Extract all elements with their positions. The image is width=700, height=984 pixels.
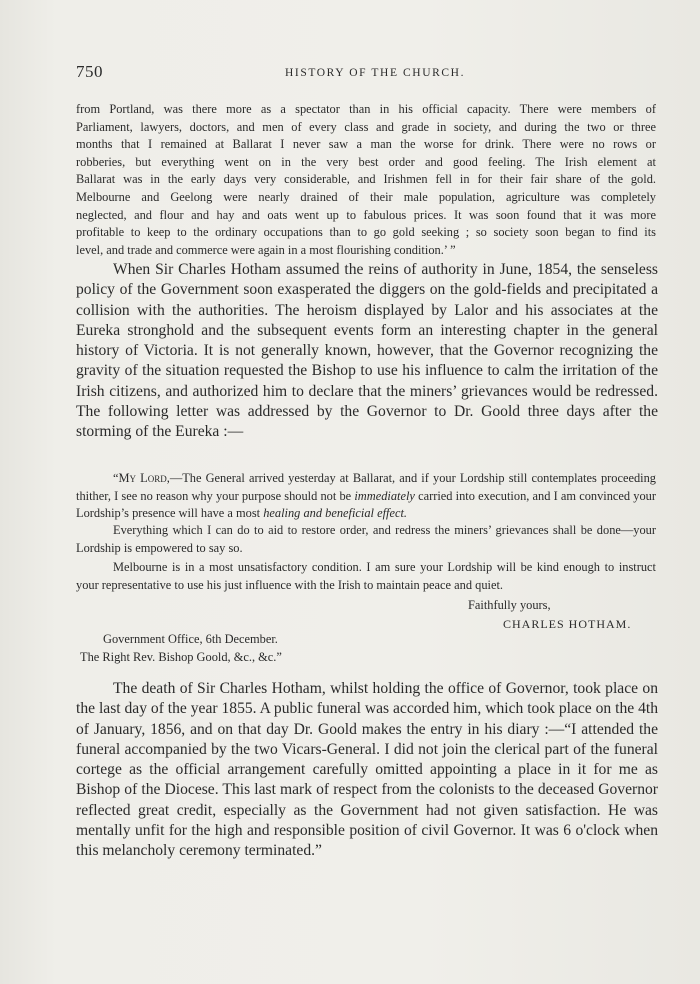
letter-paragraph-3: Melbourne is in a most unsatisfactory condition. I am sure your Lordship will be kind enough to instruct your representative to use his just influence with the Irish to maintain peace and quiet.: [76, 560, 656, 592]
quote-line: level, and trade and commerce were again in a most flourishing condition.’ ”: [76, 242, 456, 257]
salutation-open-quote: “: [113, 471, 119, 485]
quote-line: Melbourne and Geelong were nearly drained of their male population, agriculture was completely: [76, 190, 656, 204]
letter-paragraph-1: [76, 470, 656, 523]
letter-address-office: Government Office, 6th December.: [103, 632, 278, 646]
paragraph-hotham-eureka: When Sir Charles Hotham assumed the reins of authority in June, 1854, the senseless policy of the Government soon exasperated the diggers on the gold-fields and precipitated a collision with the authorities. The heroism displayed by Lalor and his associates at the Eureka stronghold and the subsequent events form an interesting chapter in the general history of Victoria. It is not generally known, however, that the Governor recognizing the gravity of the situation requested the Bishop to use his influence to calm the irritation of the Irish citizens, and authorized him to declare that the miners’ grievances would be redressed. The following letter was addressed by the Governor to Dr. Goold three days after the storming of the Eureka :—: [76, 261, 658, 441]
page-number: 750: [76, 62, 103, 81]
quote-line: from Portland, was there more as a spectator than in his official capacity. There were members of: [76, 102, 656, 116]
letter-text: carried into execution, and I am convinced your Lordship’s presence will have a most: [76, 488, 656, 521]
emphasis-immediately: immediately: [354, 488, 415, 503]
quote-line: months that I remained at Ballarat I never saw a man the worse for drink. There were no rows or: [76, 137, 656, 152]
quote-line: Parliament, lawyers, doctors, and men of every class and grade in society, and during the two or three: [76, 119, 656, 134]
letter-text: ,—The General arrived yesterday at Ballarat, and if your Lordship still contemplates proceeding thither, I see no reason why your purpose should not be: [76, 471, 656, 503]
quote-line: profitable to keep to the ordinary occupations than to go gold seeking ; so society soon began to find its: [76, 225, 656, 240]
quote-line: neglected, and flour and hay and oats went up to fabulous prices. It was soon found that it was more: [76, 207, 656, 222]
letter-closing: Faithfully yours,: [468, 598, 551, 612]
paragraph-hotham-death: The death of Sir Charles Hotham, whilst holding the office of Governor, took place on the last day of the year 1855. A public funeral was accorded him, which took place on the 4th of January, 1856, and on that day Dr. Goold makes the entry in his diary :—“I attended the funeral accompanied by the two Vicars-General. I did not join the clerical part of the funeral cortege as the official arrangement carefully omitted appointing a place in it for me as Bishop of the Diocese. This last mark of respect from the colonists to the deceased Governor reflected great credit, especially as the Government had not given satisfaction. He was mentally unfit for the high and responsible position of civil Governor. It was 6 o'clock when this melancholy ceremony terminated.”: [76, 680, 658, 860]
quote-line: robberies, but everything went on in the very best order and good feeling. The Irish element at: [76, 154, 656, 169]
salutation: My Lord: [118, 471, 167, 485]
letter-addressee: The Right Rev. Bishop Goold, &c., &c.”: [80, 650, 282, 664]
emphasis-healing: healing and beneficial effect.: [263, 506, 408, 521]
letter-signature: CHARLES HOTHAM.: [503, 617, 632, 631]
letter-paragraph-2: Everything which I can do to aid to restore order, and redress the miners’ grievances shall be done—your Lordship is empowered to say so.: [76, 523, 656, 555]
quote-line: Ballarat was in the early days very considerable, and Irishmen fell in for their fair share of the gold.: [76, 172, 656, 187]
page-header: [76, 62, 660, 86]
running-title: HISTORY OF THE CHURCH.: [285, 67, 466, 79]
